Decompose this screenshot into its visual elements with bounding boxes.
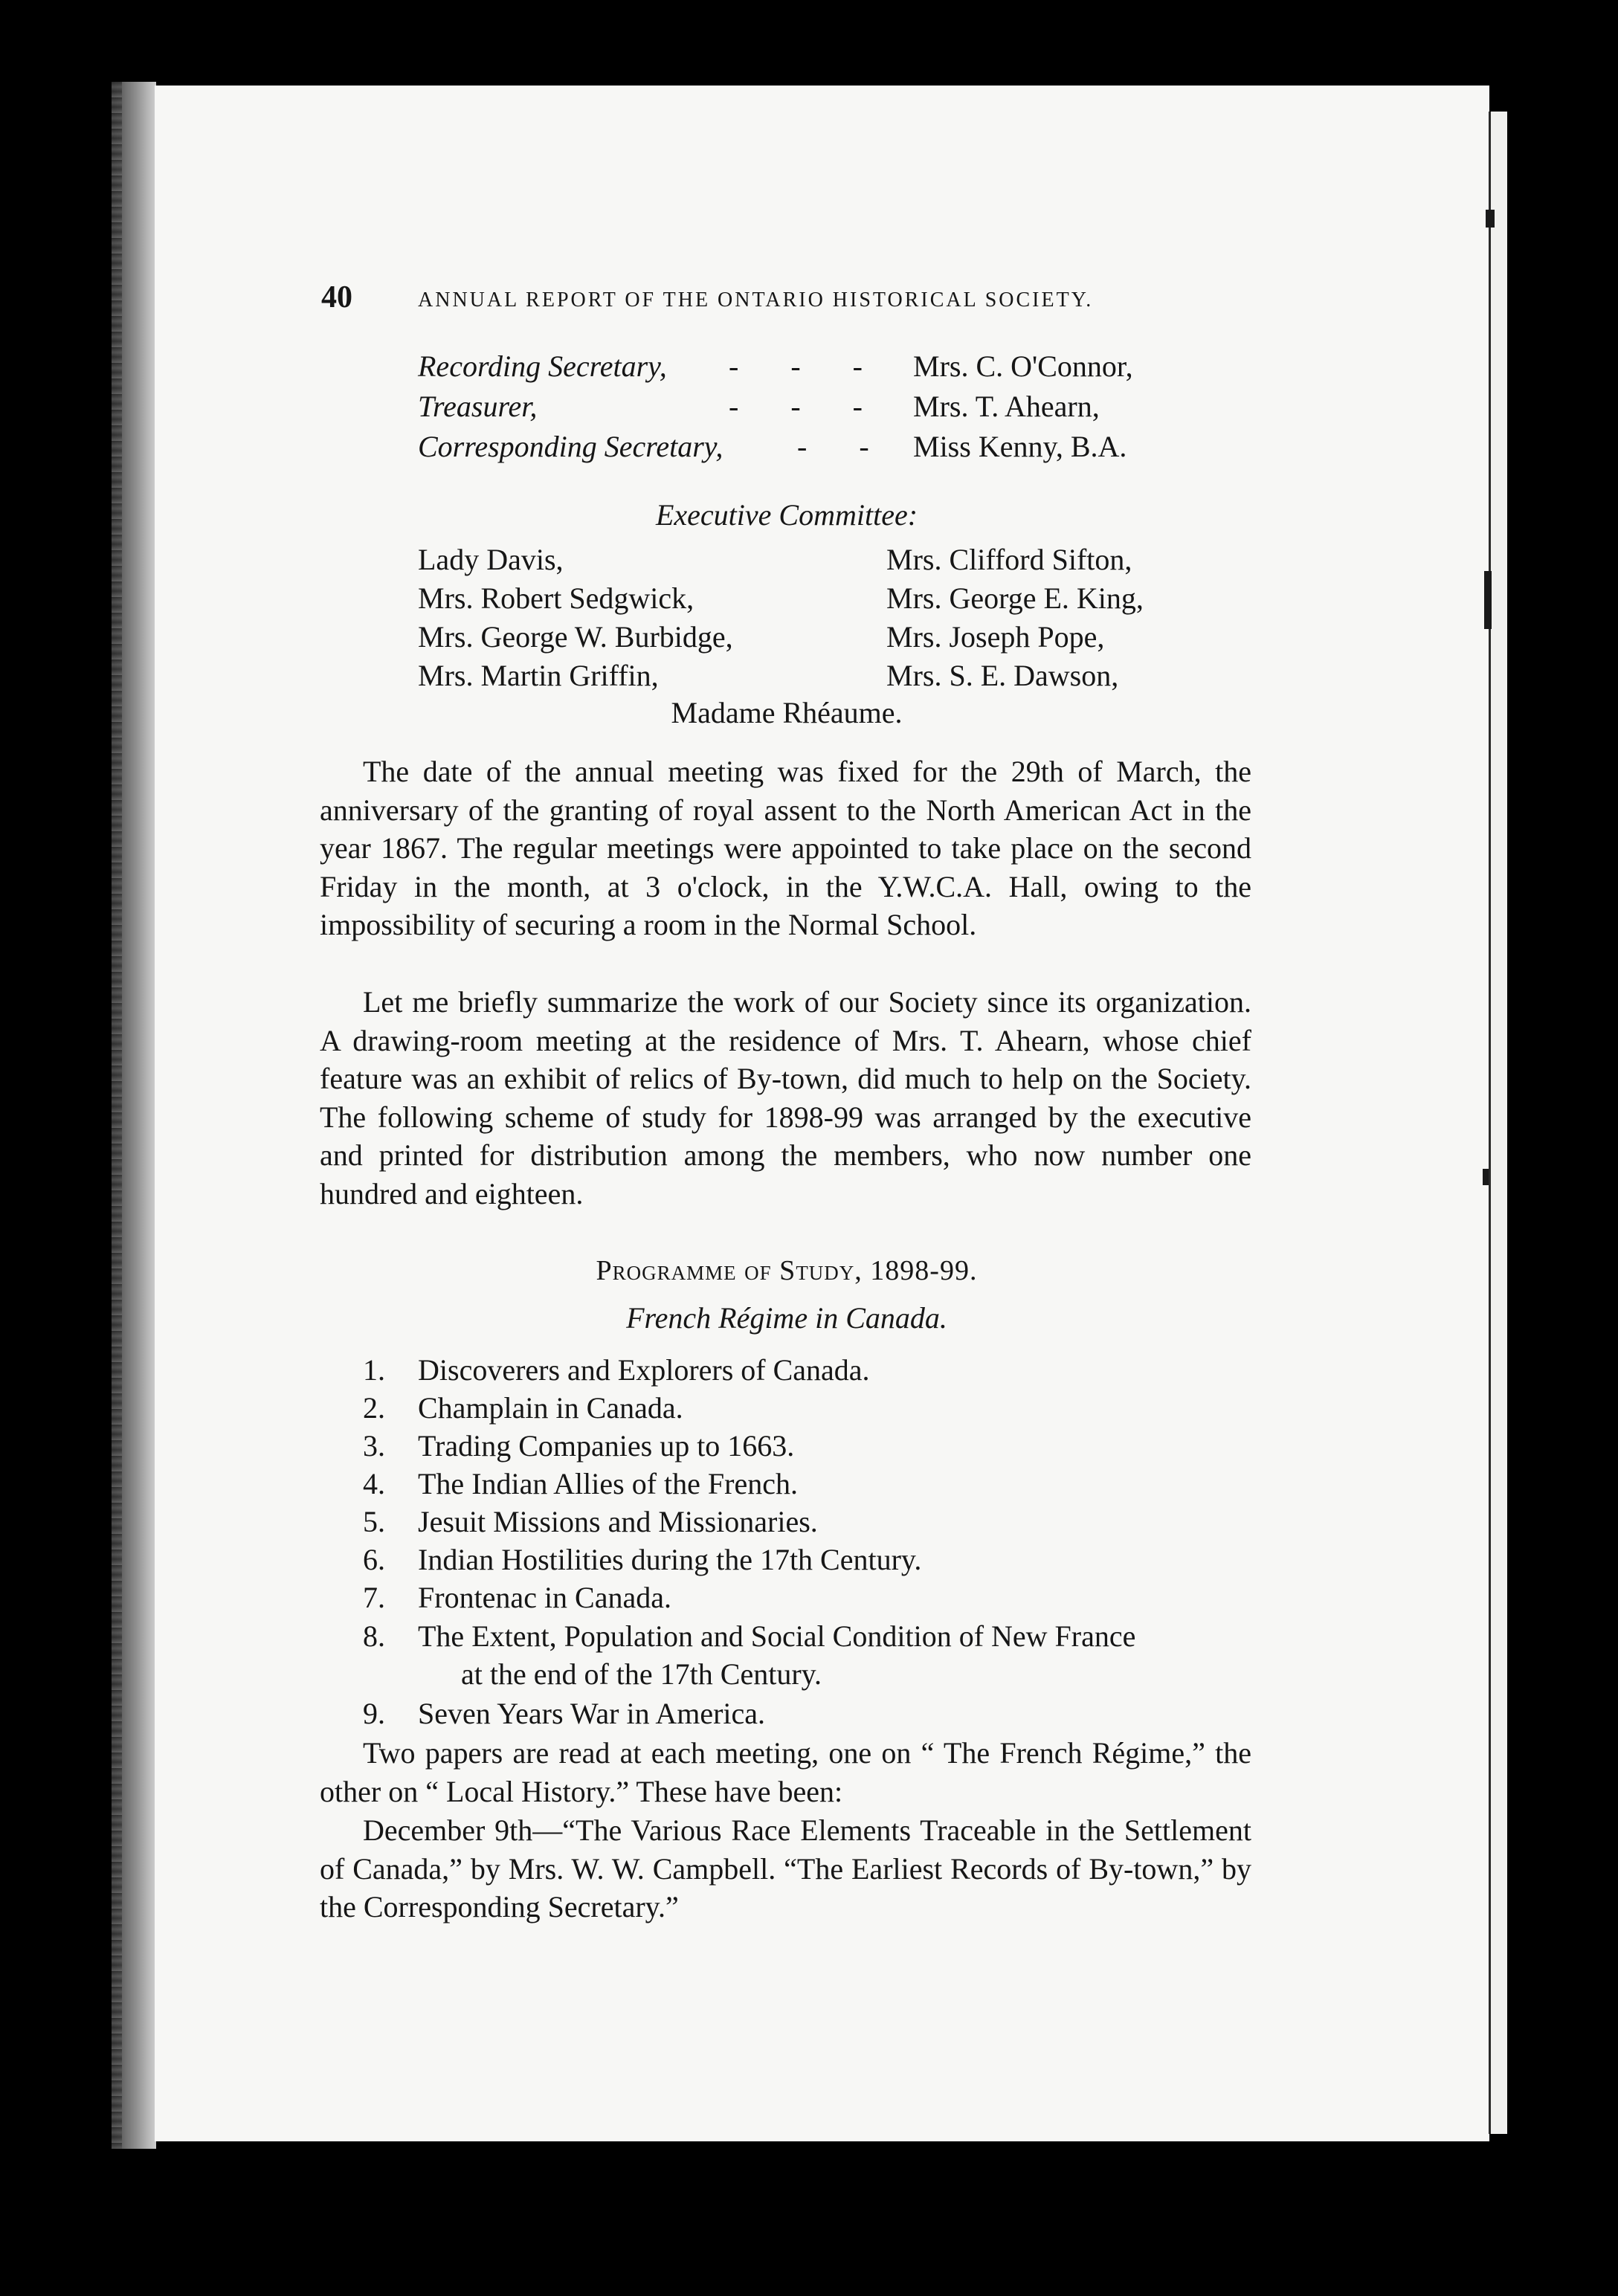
officer-dashes: - - - <box>729 349 863 383</box>
officer-role: Recording Secretary, <box>418 349 667 383</box>
study-item-text-continued: at the end of the 17th Century. <box>461 1657 822 1691</box>
study-item-number: 9. <box>363 1697 385 1730</box>
programme-heading <box>321 1252 1252 1289</box>
committee-member: Mrs. S. E. Dawson, <box>886 659 1119 692</box>
committee-member: Mrs. Joseph Pope, <box>886 620 1105 654</box>
study-item-text: Frontenac in Canada. <box>418 1581 671 1614</box>
edge-mark <box>1484 571 1492 629</box>
study-item-number: 4. <box>363 1467 385 1500</box>
page-number: 40 <box>321 280 352 315</box>
paragraph-papers: Two papers are read at each meeting, one on “ The French Régime,” the other on “ Local History.” These have been: <box>320 1736 1251 1808</box>
executive-committee-heading: Executive Committee: <box>655 498 918 532</box>
study-item-number: 5. <box>363 1505 385 1538</box>
paragraph-december: December 9th—“The Various Race Elements Traceable in the Settlement of Canada,” by Mrs. W. W. Campbell. “The Earliest Records of By-town,” by the Corresponding Secretary.” <box>320 1813 1251 1923</box>
study-item-text: Discoverers and Explorers of Canada. <box>418 1353 870 1387</box>
committee-member: Lady Davis, <box>418 543 564 576</box>
running-title: ANNUAL REPORT OF THE ONTARIO HISTORICAL SOCIETY. <box>418 288 1094 312</box>
programme-heading-text: Programme of Study, 1898-99. <box>596 1255 978 1286</box>
officer-role: Corresponding Secretary, <box>418 430 723 463</box>
officer-role: Treasurer, <box>418 390 538 423</box>
book-spine-shadow <box>112 82 122 2149</box>
study-item-text: Jesuit Missions and Missionaries. <box>418 1505 818 1538</box>
study-item-number: 1. <box>363 1353 385 1387</box>
committee-member: Mrs. George W. Burbidge, <box>418 620 733 654</box>
study-item-text: Trading Companies up to 1663. <box>418 1429 795 1463</box>
adjacent-page-edge <box>1489 112 1507 2134</box>
study-item-text: Champlain in Canada. <box>418 1391 683 1425</box>
edge-mark <box>1486 210 1495 228</box>
committee-member: Madame Rhéaume. <box>671 696 903 729</box>
study-item <box>418 1617 1251 1693</box>
officer-name: Mrs. T. Ahearn, <box>913 390 1100 423</box>
study-item-text: Indian Hostilities during the 17th Century. <box>418 1543 922 1576</box>
study-item-number: 3. <box>363 1429 385 1463</box>
study-item-text: The Indian Allies of the French. <box>418 1467 798 1500</box>
edge-mark <box>1483 1169 1489 1185</box>
study-item-number: 8. <box>363 1619 385 1653</box>
committee-member: Mrs. Clifford Sifton, <box>886 543 1132 576</box>
page-gutter-line <box>1489 112 1491 2134</box>
officer-dashes: - - - <box>729 390 863 423</box>
study-item-text: Seven Years War in America. <box>418 1697 766 1730</box>
study-item-number: 2. <box>363 1391 385 1425</box>
paragraph-annual-meeting: The date of the annual meeting was fixed for the 29th of March, the anniversary of the granting of royal assent to the North American Act in the year 1867. The regular meetings were appointed to take place on the second Friday in the month, at 3 o'clock, in the Y.W.C.A. Hall, owing to the impossibility of securing a room in the Normal School. <box>320 755 1251 941</box>
committee-member: Mrs. Robert Sedgwick, <box>418 581 694 615</box>
committee-member: Mrs. Martin Griffin, <box>418 659 659 692</box>
study-item-text: The Extent, Population and Social Condition of New France <box>418 1619 1136 1653</box>
officer-name: Miss Kenny, B.A. <box>913 430 1127 463</box>
officer-name: Mrs. C. O'Connor, <box>913 349 1133 383</box>
programme-subheading: French Régime in Canada. <box>626 1301 947 1335</box>
study-item-number: 7. <box>363 1581 385 1614</box>
committee-member: Mrs. George E. King, <box>886 581 1144 615</box>
officer-dashes: - - <box>797 430 869 463</box>
study-item-number: 6. <box>363 1543 385 1576</box>
running-header <box>321 280 1160 317</box>
paragraph-summary: Let me briefly summarize the work of our Society since its organization. A drawing-room meeting at the residence of Mrs. T. Ahearn, whose chief feature was an exhibit of relics of By-town, did much to help on the Society. The following scheme of study for 1898-99 was arranged by the executive and printed for distribution among the members, who now number one hundred and eighteen. <box>320 985 1251 1210</box>
